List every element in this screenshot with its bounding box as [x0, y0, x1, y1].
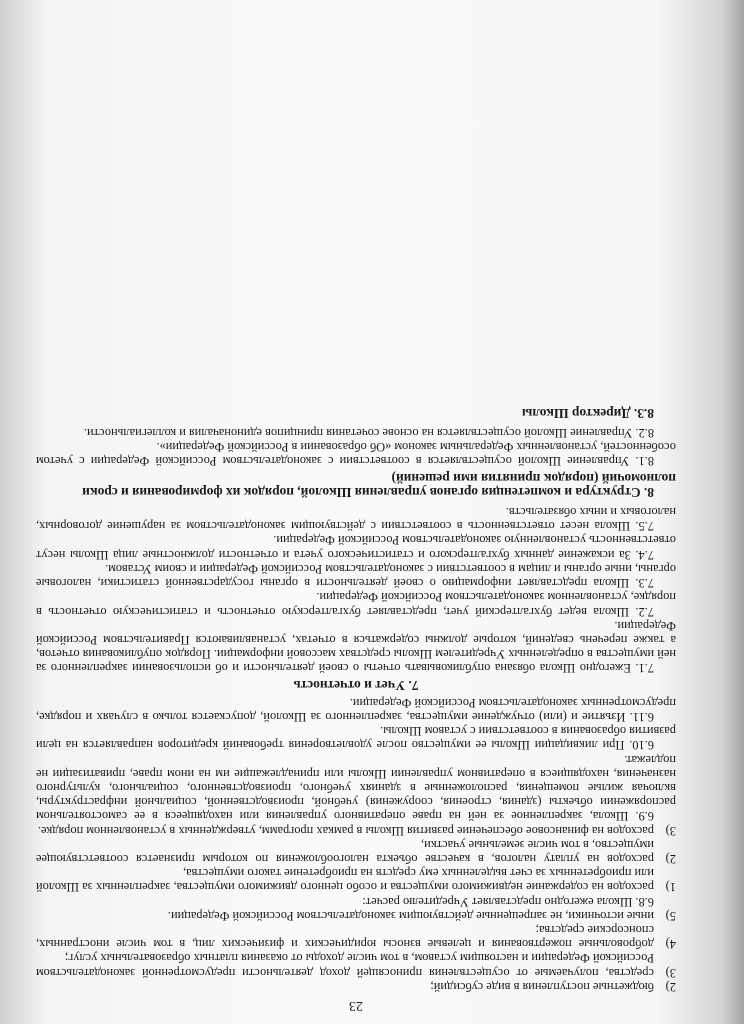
- income-source-item: [36, 909, 676, 923]
- list-item-number: 4): [665, 937, 676, 952]
- income-source-item: [36, 923, 676, 951]
- list-item-number: 2): [665, 979, 676, 994]
- paragraph-7-1: 7.1. Ежегодно Школа обязана опубликовывать отчеты о своей деятельности и об использовании закрепленного за ней имущества в определенных Учредителем Школы средствах массовой информации. Порядок опубликования отчетов, а также перечень сведений, которые должны содержаться в отчетах, устанавливаются Правительством Российской Федерации.: [36, 618, 676, 676]
- paragraph-7-3: 7.3. Школа представляет информацию о своей деятельности в органы государственной статистики, налоговые органы, иные органы и лицам в соответствии с законодательством Российской Федерации и своим Уставом.: [36, 561, 676, 591]
- paragraph-8-1: 8.1. Управление Школой осуществляется в соответствии с законодательством Российской Федерации с учетом особенностей, установленных Федеральным законом «Об образовании в Российской Федерации».: [36, 440, 676, 469]
- paragraph-6-10: 6.10. При ликвидации Школы ее имущество после удовлетворения требований кредиторов направляется на цели развития образования в соответствии с уставом Школы.: [36, 724, 676, 753]
- paragraph-6-8: 6.8. Школа ежегодно представляет Учредителю расчет:: [362, 894, 654, 909]
- rotated-document-page: [36, 92, 676, 1012]
- list-item-number: 5): [665, 908, 676, 923]
- list-item-number: 3): [665, 823, 676, 838]
- section-heading-7: 7. Учет и отчетность: [293, 677, 419, 693]
- list-item-text: средства, получаемые от осуществления приносящей доход деятельности предусмотренной законодательством Российской Федерации и настоящим уставом, в том числе доходы от оказания платных образовательных услуг;: [36, 951, 654, 980]
- list-item-text: расходов на содержание недвижимого имущества и особо ценного движимого имущества, закрепленных за Школой или приобретенных за счет выделенных ему средств на приобретение такого имущества,: [36, 866, 654, 895]
- expense-calculation-item: [36, 866, 676, 894]
- list-item-number: 1): [665, 880, 676, 895]
- paragraph-7-2: 7.2. Школа ведет бухгалтерский учет, представляет бухгалтерскую отчетность и статистическую отчетность в порядке, установленном законодательством Российской Федерации.: [36, 590, 676, 619]
- list-item-text: расходов на уплату налогов, в качестве объекта налогообложения по которым признается соответствующее имущество, в том числе земельные участки,: [36, 837, 654, 866]
- list-item-number: 2): [665, 851, 676, 866]
- section-heading-8: 8. Структура и компетенция органов управления Школой, порядок их формирования и сроки полномочий (порядок принятия ими решений): [82, 470, 676, 500]
- list-item-text: добровольные пожертвования и целевые взносы юридических и физических лиц, в том числе иностранных, спонсорские средства;: [36, 922, 654, 952]
- paragraph-6-11: 6.11. Изъятие и (или) отчуждение имущества, закрепленного за Школой, допускается только в случаях и порядке, предусмотренных законодательством Российской Федерации.: [36, 695, 676, 724]
- list-item-text: бюджетные поступления в виде субсидий;: [430, 979, 654, 994]
- list-item-number: 3): [665, 965, 676, 980]
- section-heading-8-3: 8.3. Директор Школы: [521, 405, 654, 421]
- page-number: 23: [349, 998, 363, 1013]
- list-item-text: расходов на финансовое обеспечение развития Школы в рамках программ, утвержденных в установленном порядке.: [37, 823, 654, 838]
- list-item-text: иные источники, не запрещенные действующим законодательством Российской Федерации.: [167, 908, 654, 923]
- expense-calculation-list: [36, 823, 676, 894]
- income-source-item: [36, 980, 676, 994]
- income-sources-list: [36, 909, 676, 994]
- income-source-item: [36, 951, 676, 979]
- scan-edge-shadow: [722, 0, 744, 1024]
- expense-calculation-item: [36, 838, 676, 866]
- expense-calculation-item: [36, 823, 676, 837]
- paragraph-8-2: 8.2. Управление Школой осуществляется на основе сочетания принципов единоначалия и коллегиальности.: [83, 426, 654, 441]
- paragraph-7-5: 7.5. Школа несет ответственность в соответствии с действующим законодательством за нарушение договорных, налоговых и иных обязательств.: [36, 505, 676, 534]
- paragraph-7-4: 7.4. За искажение данных бухгалтерского и статистического учета и отчетности должностные лица Школы несут ответственность установленную законодательством Российской Федерации.: [36, 533, 676, 562]
- paragraph-6-9: 6.9. Школа, закрепленное за ней на праве оперативного управления или находящееся в ее самостоятельном распоряжении объекты (здания, строения, сооружения) учебной, производственной, социальной инфраструктуры, включая жилые помещения, расположенные в зданиях учебного, производственного, социального, культурного назначения, находящиеся в оперативном управлении Школы или принадлежащие им на ином праве, приватизации не подлежат.: [36, 752, 676, 824]
